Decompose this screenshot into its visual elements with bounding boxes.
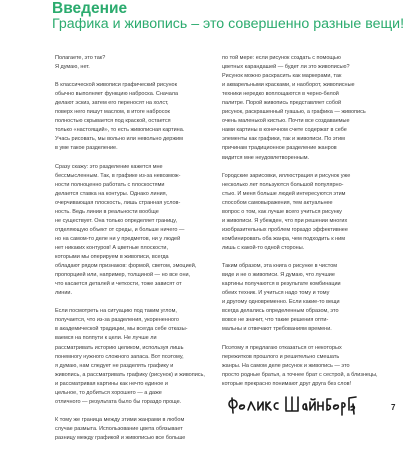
text-line: цельное, то добиться хорошего — а даже	[55, 389, 162, 396]
text-line: К тому же граница между этими жанрами в любом	[55, 416, 185, 423]
text-line: Учась рисовать, мы вольно или невольно держим	[55, 136, 183, 143]
text-line: обладают рядом признаков: формой, светом, эмоцией,	[55, 263, 197, 270]
text-line: картины получаются в результате комбинации	[222, 281, 341, 288]
text-line: делается ставка на контуры. Однако линия,	[55, 190, 168, 197]
text-line: случае размыта. Использование цвета обязывает	[55, 425, 183, 432]
text-line: цветных карандашей — будет ли это живописью?	[222, 64, 350, 71]
page-subtitle: Графика и живопись – это совершенно разные вещи!	[52, 16, 405, 32]
text-line: но на самом-то деле ни у предметов, ни у людей	[55, 235, 181, 242]
text-line: элементы как графики, так и живописи. По этим	[222, 136, 345, 143]
text-line: Если посмотреть на ситуацию под таким углом,	[55, 308, 177, 315]
text-line: в академической традиции, мы всегда себе отказы-	[55, 326, 188, 333]
text-line: только «настоящий», то есть живописная картина.	[55, 127, 185, 134]
text-line: вопрос о том, как лучше всего учиться рисунку	[222, 208, 342, 215]
text-line: жанры. На самом деле рисунок и живопись — это	[222, 362, 350, 369]
left-text-column	[55, 54, 205, 452]
text-line: я думаю, нам следует не разделять графику и	[55, 362, 174, 369]
text-line: отличного — результата было бы гораздо проще.	[55, 398, 182, 405]
text-line: и живописи. Я убежден, что при решении многих	[222, 217, 348, 224]
paragraph	[222, 54, 380, 163]
text-line: что касается деталей и четкости, тоже зависят от	[55, 281, 182, 288]
text-line: линии.	[55, 290, 72, 297]
text-line: и акварельными красками, и наоборот, живописные	[222, 82, 355, 89]
text-line: которые прекрасно понимают друг друга без слов!	[222, 380, 352, 387]
text-line: Полагаете, это так?	[55, 55, 106, 61]
text-line: вовсе не значит, что такие решения опти-	[222, 317, 329, 324]
text-line: нами картины в конечном счете содержат в себе	[222, 127, 347, 134]
text-line: способом самовыражения, тем актуальнее	[222, 199, 333, 206]
paragraph	[55, 307, 205, 407]
text-line: Поэтому я предлагаю отказаться от некоторых	[222, 344, 342, 351]
text-line: отделяющую объект от среды, и больше ничего —	[55, 226, 185, 233]
text-line: техники нередко воплощаются в черно-белой	[222, 91, 339, 98]
text-line: виде и не о живописи. Я думаю, что лучшие	[222, 272, 335, 279]
text-line: рассматривать историю целиком, используя лишь	[55, 344, 184, 351]
text-line: бессмысленным. Так, в графике из-за невозмож-	[55, 172, 181, 179]
paragraph	[222, 262, 380, 334]
text-line: которыми мы оперируем в живописи, всегда	[55, 254, 169, 261]
text-line: палитре. Порой живопись представляет собой	[222, 100, 342, 107]
page-title: Введение	[52, 0, 128, 17]
text-line: пропорцией или, например, толщиной — но все они,	[55, 272, 191, 279]
paragraph	[55, 163, 205, 299]
text-line: делают эскиз, затем его переносят на холст,	[55, 100, 169, 107]
right-text-column	[222, 54, 380, 398]
text-line: рисунок, раскрашенный гуашью, а графика — живопись	[222, 109, 366, 116]
text-line: понемногу нужного сложного запаса. Вот поэтому,	[55, 353, 184, 360]
text-line: Сразу скажу: это разделение кажется мне	[55, 163, 163, 170]
text-line: стью. И меня больше людей интересуются этим	[222, 190, 346, 197]
text-line: и другому одновременно. Если какие-то вещи	[222, 299, 340, 306]
text-line: очерчивающая плоскость, лишь странная услов-	[55, 199, 181, 206]
text-line: очень маленькой кистью. Почти все создаваемые	[222, 118, 350, 125]
text-line: обычно выполняет функцию наброска. Сначала	[55, 91, 179, 98]
text-line: В классической живописи графический рисунок	[55, 82, 177, 89]
text-line: разницу между графикой и живописью все больше	[55, 434, 186, 441]
text-line: несколько лет пользуются большой популярно-	[222, 181, 344, 188]
text-line: Таким образом, эта книга о рисунке в чистом	[222, 263, 338, 270]
text-line: живопись, а рассматривать графику (рисунок) и живопись,	[55, 371, 205, 378]
text-line: получается, что из-за разделения, укорененного	[55, 317, 179, 324]
paragraph	[222, 344, 380, 389]
text-line: просто родные братья, а точнее брат с сестрой, а близнецы,	[222, 371, 378, 378]
author-signature	[228, 394, 358, 416]
text-line: комбинировать оба жанра, чем подходить к ним	[222, 235, 346, 242]
paragraph	[222, 172, 380, 253]
text-line: причинам традиционное разделение жанров	[222, 145, 337, 152]
text-line: Городские зарисовки, иллюстрация и рисунок уже	[222, 172, 351, 179]
text-line: полностью скрывается под краской, остается	[55, 118, 171, 125]
text-line: Рисунок можно раскрасить как маркерами, так	[222, 73, 342, 80]
text-line: и рассматривая картины как нечто единое и	[55, 380, 168, 387]
text-line: поверх него пишут маслом, в итоге набросок	[55, 109, 170, 116]
text-line: изобразительных проблем гораздо эффективнее	[222, 226, 348, 233]
text-line: в уме такое разделение.	[55, 145, 118, 152]
text-line: обеих техник. И учиться надо тому и тому	[222, 290, 330, 297]
text-line: ваемся на полпути к цели. Не лучше ли	[55, 335, 157, 342]
text-line: видится мне неудовлетворенным.	[222, 154, 310, 161]
text-line: не существует. Она только определяет границу,	[55, 217, 178, 224]
text-line: нет никаких контуров! А цветные плоскости,	[55, 244, 168, 251]
text-line: по той мере: если рисунок создать с помощью	[222, 55, 341, 61]
paragraph	[55, 54, 205, 72]
text-line: пережитков прошлого и решительно смешать	[222, 353, 340, 360]
text-line: всегда делались определенным образом, это	[222, 308, 339, 315]
text-line: лишь с какой-то одной стороны.	[222, 244, 305, 251]
text-line: ность. Ведь линии в реальности вообще	[55, 208, 159, 215]
text-line: мальны и отвечают требованиям времени.	[222, 326, 332, 333]
paragraph	[55, 81, 205, 153]
text-line: ности полноценно работать с плоскостями	[55, 181, 165, 188]
page-number: 7	[391, 403, 396, 412]
text-line: Я думаю, нет.	[55, 64, 90, 71]
